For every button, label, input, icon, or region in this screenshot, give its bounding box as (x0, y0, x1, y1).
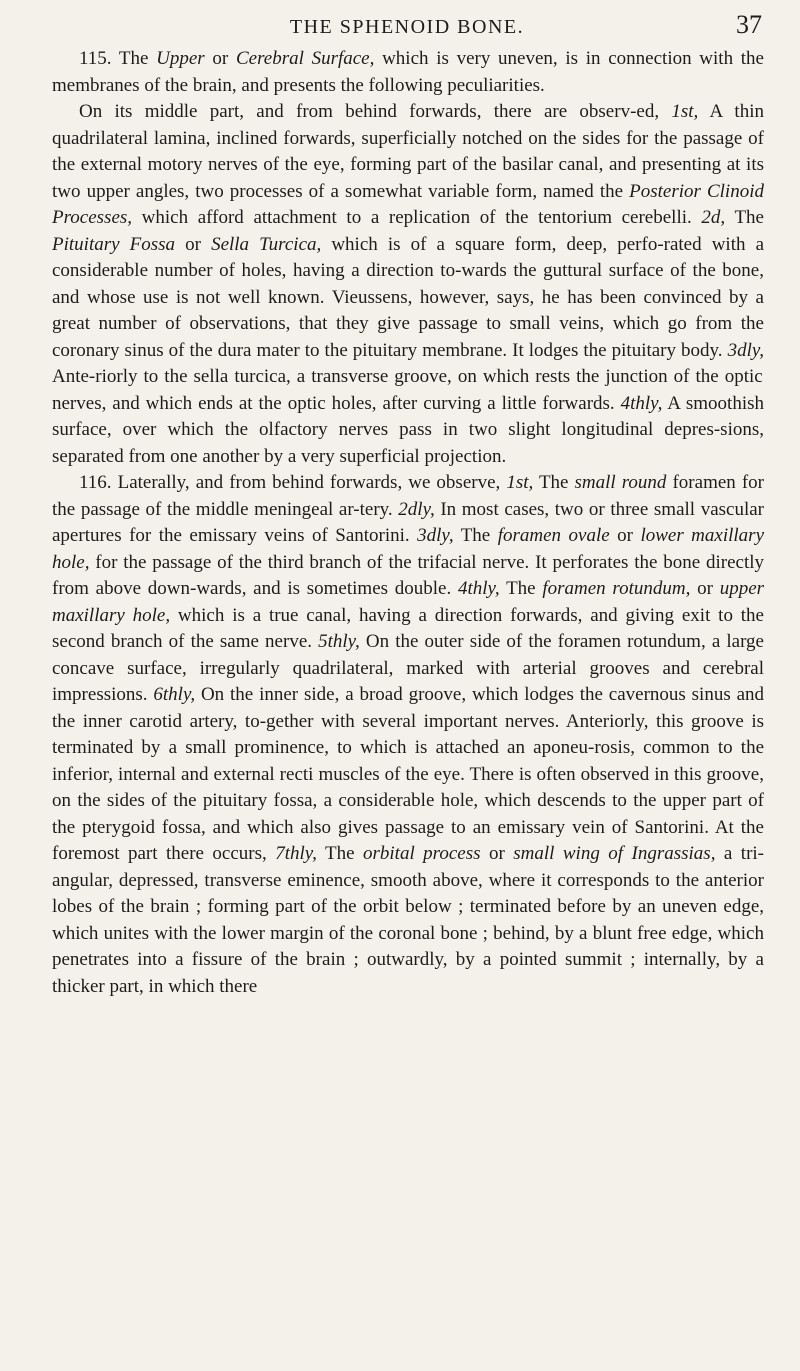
text-span: On its middle part, and from behind forwards, there are observ-ed, (79, 101, 672, 122)
italic-term: foramen rotundum, (542, 578, 691, 599)
paragraph-115 (52, 46, 764, 99)
text-span: A smoothish surface, over which the olfactory nerves pass in two slight longitudinal depres-sions, separated from one another by a very superficial projection. (52, 392, 764, 467)
text-span: The (725, 207, 764, 228)
italic-term: 3dly, (417, 525, 454, 546)
text-span: On the inner side, a broad groove, which lodges the cavernous sinus and the inner carotid artery, to-gether with several important nerves. Anteriorly, this groove is terminated by a small prominence, to which is attached an aponeu-rosis, common to the inferior, internal and external recti muscles of the eye. There is often observed in this groove, on the sides of the pituitary fossa, a considerable hole, which descends to the upper part of the pterygoid fossa, and which also gives passage to an emissary vein of Santorini. At the foremost part there occurs, (52, 684, 764, 864)
text-span: or (609, 525, 641, 546)
text-span: On the outer side of the foramen rotundum, a large concave surface, irregularly quadrilateral, marked with arterial grooves and cerebral impressions. (52, 631, 764, 705)
italic-term: Cerebral Surface, (235, 48, 375, 69)
text-span: or (690, 578, 720, 599)
text-span: which is of a square form, deep, perfo-rated with a considerable number of holes, having a direction to-wards the guttural surface of the bone, and whose use is not well known. Vieussens, however, says, he has been convinced by a great number of observations, that they give passage to small veins, which go from the coronary sinus of the dura mater to the pituitary membrane. It lodges the pituitary body. (52, 233, 765, 361)
page-number: 37 (736, 10, 762, 39)
paragraph-116 (52, 470, 764, 1000)
body-text (52, 46, 764, 1000)
text-span: a tri-angular, depressed, transverse eminence, smooth above, where it corresponds to the anterior lobes of the brain ; forming part of the orbit below ; terminated before by an uneven edge, which unites with the lower margin of the coronal bone ; behind, by a blunt free edge, which penetrates into a fissure of the brain ; outwardly, by a pointed summit ; internally, by a thicker part, in which there (52, 843, 764, 997)
text-span: or (175, 233, 212, 255)
italic-term: 2dly, (398, 498, 435, 520)
italic-term: small wing of Ingrassias, (513, 843, 716, 864)
italic-term: upper maxillary hole, (52, 578, 765, 626)
italic-term: Upper (156, 48, 205, 69)
page-header (52, 12, 762, 46)
italic-term: 4thly, (457, 578, 500, 599)
italic-term: 6thly, (153, 684, 196, 705)
italic-term: 4thly, (620, 392, 663, 414)
paragraph-middle-part (52, 99, 764, 470)
italic-term: lower maxillary hole, (52, 525, 765, 573)
italic-term: Posterior Clinoid Processes, (52, 180, 764, 228)
running-title: THE SPHENOID BONE. (289, 16, 525, 38)
text-span: Ante-riorly to the sella turcica, a transverse groove, on which rests the junction of the optic nerves, and which ends at the optic holes, after curving a little forwards. (52, 366, 763, 414)
text-span: for the passage of the third branch of the trifacial nerve. It perforates the bone directly from above down-wards, and is sometimes double. (52, 551, 764, 599)
text-span: The (316, 843, 363, 864)
italic-term: 1st, (506, 472, 534, 493)
italic-term: orbital process (363, 843, 481, 864)
text-span: The (111, 48, 157, 69)
italic-term: 1st, (671, 101, 699, 122)
italic-term: 7thly, (275, 843, 317, 864)
text-span: which is a true canal, having a direction forwards, and giving exit to the second branch of the same nerve. (52, 604, 764, 652)
text-span: which is very uneven, is in connection with the membranes of the brain, and presents the following peculiarities. (52, 48, 764, 96)
text-span: A thin quadrilateral lamina, inclined forwards, superficially notched on the sides for the passage of the external motory nerves of the eye, forming part of the basilar canal, and presenting at its two upper angles, two processes of a somewhat variable form, named the (52, 101, 764, 202)
italic-term: Pituitary Fossa (52, 233, 176, 255)
text-span: The (453, 525, 498, 546)
italic-term: 5thly, (318, 631, 360, 652)
text-span: or (204, 48, 236, 69)
text-span: which afford attachment to a replication of the tentorium cerebelli. (132, 207, 702, 228)
italic-term: Sella Turcica, (211, 233, 322, 255)
paragraph-number: 116. (79, 472, 112, 493)
text-span: or (480, 843, 514, 864)
text-span: The (499, 578, 543, 599)
italic-term: small round (574, 472, 667, 493)
paragraph-number: 115. (79, 48, 112, 69)
text-span: The (533, 472, 575, 493)
text-span: In most cases, two or three small vascular apertures for the emissary veins of Santorini. (52, 498, 764, 546)
text-span: Laterally, and from behind forwards, we observe, (111, 472, 507, 493)
italic-term: 3dly, (727, 339, 764, 361)
italic-term: 2d, (701, 207, 726, 228)
text-span: foramen for the passage of the middle meningeal ar-tery. (52, 472, 764, 520)
italic-term: foramen ovale (497, 525, 610, 546)
